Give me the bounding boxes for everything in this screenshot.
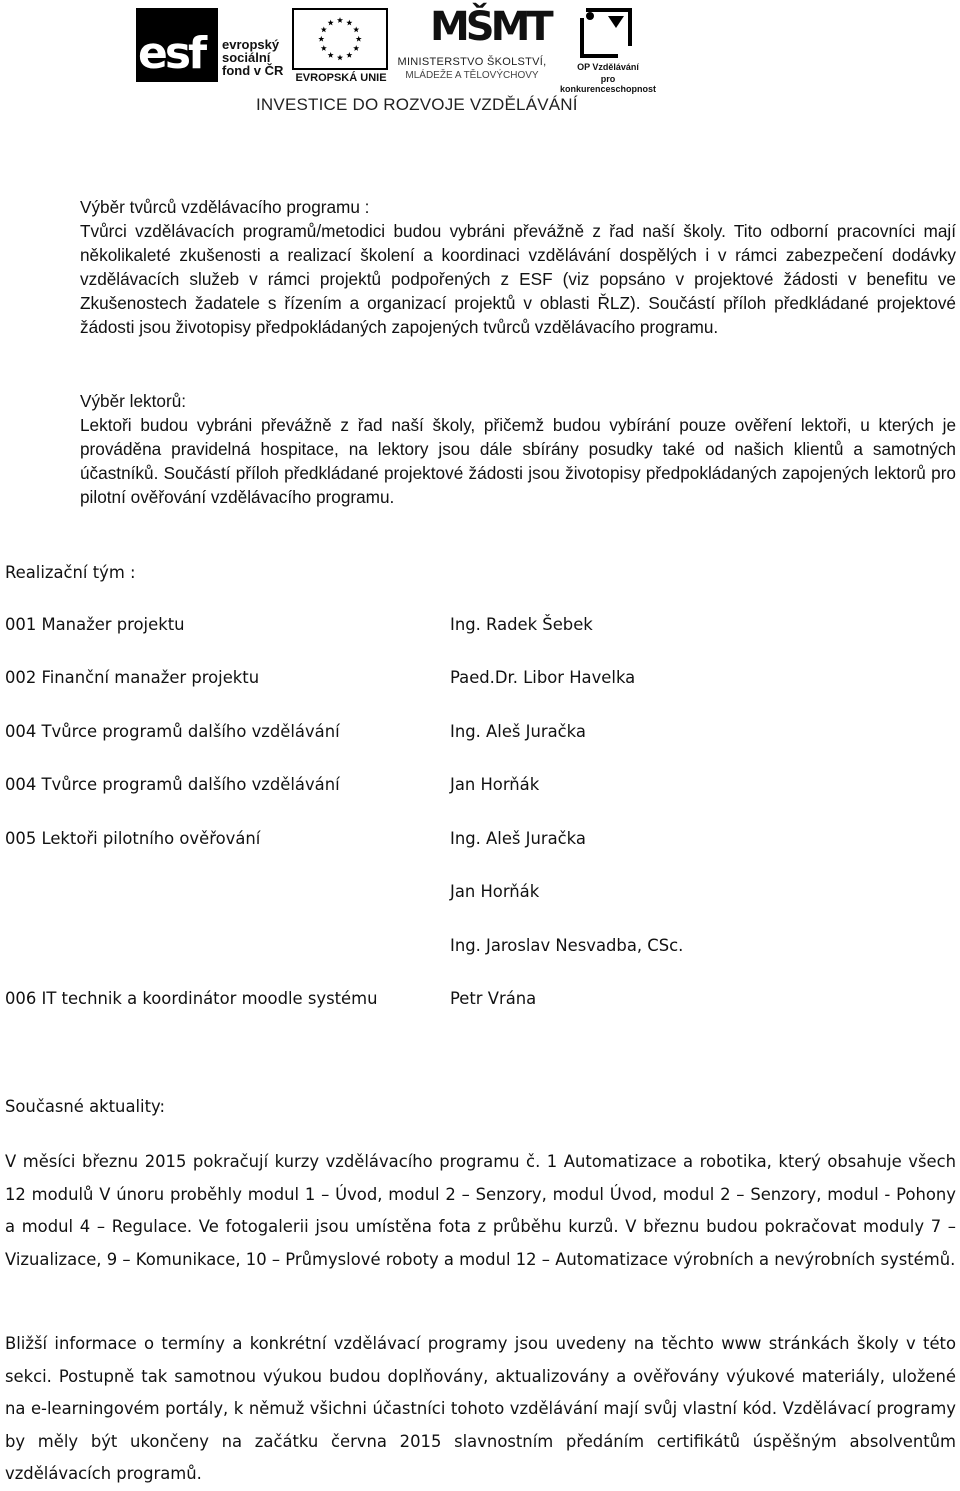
msmt-logo-mark: MŠMT <box>430 4 550 50</box>
msmt-caption-1: MINISTERSTVO ŠKOLSTVÍ, <box>397 56 547 68</box>
msmt-caption-2: MLÁDEŽE A TĚLOVÝCHOVY <box>405 70 539 81</box>
eu-logo <box>292 8 390 84</box>
team-role: 006 IT technik a koordinátor moodle systému <box>5 989 378 1008</box>
team-heading: Realizační tým : <box>5 563 136 582</box>
logo-strip <box>0 0 960 120</box>
aktuality-paragraph-1: V měsíci březnu 2015 pokračují kurzy vzdělávacího programu č. 1 Automatizace a robotika, který obsahuje všech 12 modulů V únoru proběhly modul 1 – Úvod, modul 2 – Senzory, modul Úvod, modul 2 – Senzory, modul - Pohony a modul 4 – Regulace. Ve fotogalerii jsou umístěna fota z průběhu kurzů. V březnu budou pokračovat moduly 7 – Vizualizace, 9 – Komunikace, 10 – Průmyslové roboty a modul 12 – Automatizace výrobních a nevýrobních systémů. <box>5 1152 956 1269</box>
team-member: Paed.Dr. Libor Havelka <box>450 668 636 687</box>
team-member: Ing. Radek Šebek <box>450 615 593 634</box>
aktuality-heading: Současné aktuality: <box>5 1097 166 1116</box>
op-caption-1: OP Vzdělávání <box>577 62 639 72</box>
op-vzdelavani-icon <box>578 6 634 60</box>
esf-caption: evropský sociální fond v ČR <box>222 37 284 78</box>
eu-flag-icon <box>292 8 388 70</box>
aktuality-paragraph-2: Bližší informace o termíny a konkrétní vzdělávací programy jsou uvedeny na těchto www stránkách školy v této sekci. Postupně tak samotnou výukou budou doplňovány, aktualizovány a ověřovány výukové materiály, uložené na e-learningovém portály, k němuž všichni účastníci tohoto vzdělávání mají svůj vlastní kód. Vzdělávací programy by měly být ukončeny na začátku června 2015 slavnostním předáním certifikátů úspěšným absolventům vzdělávacích programů. <box>5 1334 956 1484</box>
op-logo <box>556 6 660 94</box>
team-role: 001 Manažer projektu <box>5 615 185 634</box>
esf-logo <box>136 8 286 82</box>
team-role: 004 Tvůrce programů dalšího vzdělávání <box>5 722 340 741</box>
team-member: Ing. Aleš Juračka <box>450 829 586 848</box>
op-caption-2: pro konkurenceschopnost <box>559 74 657 94</box>
team-member: Ing. Jaroslav Nesvadba, CSc. <box>450 936 684 955</box>
msmt-logo <box>392 4 552 84</box>
esf-logo-mark: esf <box>138 28 205 79</box>
tvurci-section <box>80 195 956 340</box>
team-role: 002 Finanční manažer projektu <box>5 668 260 687</box>
team-member: Ing. Aleš Juračka <box>450 722 586 741</box>
eu-caption: EVROPSKÁ UNIE <box>295 72 387 84</box>
tvurci-heading: Výběr tvůrců vzdělávacího programu : <box>80 197 370 217</box>
team-member: Jan Horňák <box>450 775 540 794</box>
lektori-section <box>80 389 956 509</box>
lektori-text: Lektoři budou vybráni převážně z řad naší školy, přičemž budou vybírání pouze ověření lektoři, u kterých je prováděna pravidelná hospitace, na lektory jsou dále sbírány posudky také od našich klientů a samotných účastníků. Součástí příloh předkládané projektové žádosti jsou životopisy předpokládaných zapojených lektorů pro pilotní ověřování vzdělávacího programu. <box>80 415 956 508</box>
tvurci-text: Tvůrci vzdělávacích programů/metodici budou vybráni převážně z řad naší školy. Tito odborní pracovníci mají několikaleté zkušenosti a realizací školení a koordinaci vzdělávání dospělých i v rámci zabezpečení dodávky vzdělávacích služeb v rámci projektů podpořených z ESF (viz popsáno v projektové žádosti v benefitu ve Zkušenostech žadatele s řízením a organizací projektů v oblasti ŘLZ). Součástí příloh předkládané projektové žádosti jsou životopisy předpokládaných zapojených tvůrců vzdělávacího programu. <box>80 221 956 338</box>
team-member: Jan Horňák <box>450 882 540 901</box>
team-member: Petr Vrána <box>450 989 537 1008</box>
lektori-heading: Výběr lektorů: <box>80 391 187 411</box>
team-role: 004 Tvůrce programů dalšího vzdělávání <box>5 775 340 794</box>
investice-tagline: INVESTICE DO ROZVOJE VZDĚLÁVÁNÍ <box>256 95 578 114</box>
team-role: 005 Lektoři pilotního ověřování <box>5 829 261 848</box>
